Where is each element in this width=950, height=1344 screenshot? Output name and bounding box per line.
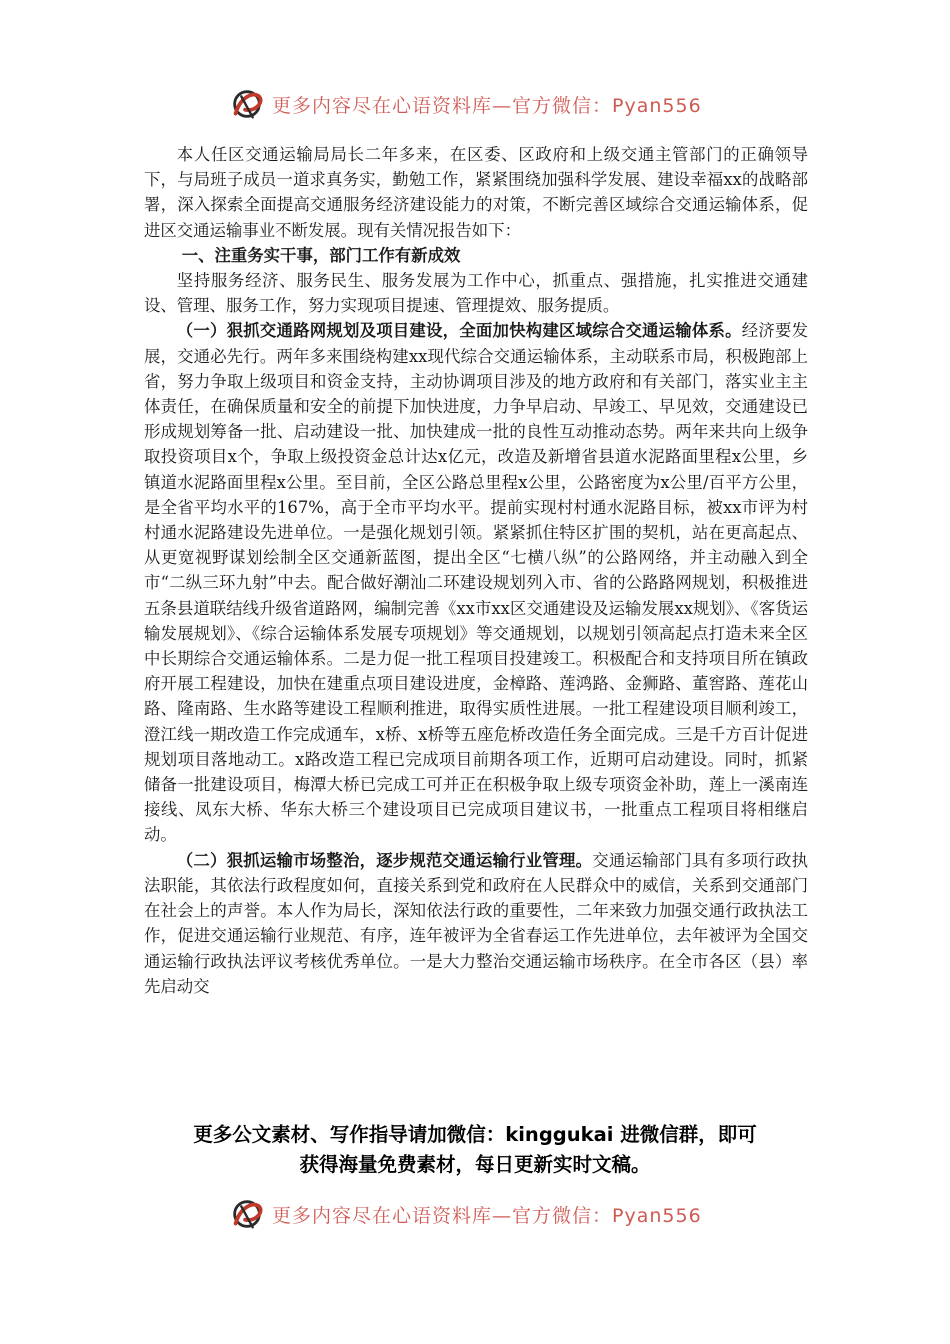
header-wechat-id: Pyan556 [612,94,702,117]
subsection2-body: 交通运输部门具有多项行政执法职能，其依法行政程度如何，直接关系到党和政府在人民群众中的威信，关系到交通部门在社会上的声誉。本人作为局长，深知依法行政的重要性，二年来致力加强交通行政执法工作，促进交通运输行业规范、有序，连年被评为全省春运工作先进单位，去年被评为全国交通运输行政执法评议考核优秀单位。一是大力整治交通运输市场秩序。在全市各区（县）率先启动交 [144,850,809,996]
header-banner-text: 更多内容尽在心语资料库—官方微信：Pyan556 [272,94,702,117]
document-body [144,142,808,999]
subsection2-paragraph [144,848,808,999]
section1-heading: 一、注重务实干事，部门工作有新成效 [181,245,461,265]
intro-paragraph: 本人任区交通运输局局长二年多来，在区委、区政府和上级交通主管部门的正确领导下，与局班子成员一道求真务实，勤勉工作，紧紧围绕加强科学发展、建设幸福xx的战略部署，深入探索全面提高交通服务经济建设能力的对策，不断完善区域综合交通运输体系，促进区交通运输事业不断发展。现有关情况报告如下： [144,145,808,240]
footer-banner [228,1194,702,1234]
ink-brush-swirl-logo-icon [228,1195,266,1233]
subsection2-title: （二）狠抓运输市场整治，逐步规范交通运输行业管理。 [176,850,593,870]
ink-brush-swirl-logo-icon [228,85,266,123]
footer-banner-text: 更多内容尽在心语资料库—官方微信：Pyan556 [272,1204,702,1227]
promo-line-2: 获得海量免费素材，每日更新实时文稿。 [299,1153,651,1176]
footer-wechat-id: Pyan556 [612,1204,702,1227]
promo-line-1: 更多公文素材、写作指导请加微信：kinggukai 进微信群，即可 [193,1123,757,1146]
promo-notice [120,1120,830,1180]
section1-paragraph: 坚持服务经济、服务民生、服务发展为工作中心，抓重点、强措施，扎实推进交通建设、管理、服务工作，努力实现项目提速、管理提效、服务提质。 [144,271,808,316]
subsection1-body: 经济要发展，交通必先行。两年多来围绕构建xx现代综合交通运输体系，主动联系市局，积极跑部上省，努力争取上级项目和资金支持，主动协调项目涉及的地方政府和有关部门，落实业主主体责任，在确保质量和安全的前提下加快进度，力争早启动、早竣工、早见效，交通建设已形成规划筹备一批、启动建设一批、加快建成一批的良性互动推动态势。两年来共向上级争取投资项目x个，争取上级投资金总计达x亿元，改造及新增省县道水泥路面里程x公里，乡镇道水泥路面里程x公里。至目前，全区公路总里程x公里，公路密度为x公里/百平方公里，是全省平均水平的167%，高于全市平均水平。提前实现村村通水泥路目标，被xx市评为村村通水泥路建设先进单位。一是强化规划引领。紧紧抓住特区扩围的契机，站在更高起点、从更宽视野谋划绘制全区交通新蓝图，提出全区“七横八纵”的公路网络，并主动融入到全市“二纵三环九射”中去。配合做好潮汕二环建设规划列入市、省的公路路网规划，积极推进五条县道联结线升级省道路网，编制完善《xx市xx区交通建设及运输发展xx规划》、《客货运输发展规划》、《综合运输体系发展专项规划》等交通规划，以规划引领高起点打造未来全区中长期综合交通运输体系。二是力促一批工程项目投建竣工。积极配合和支持项目所在镇政府开展工程建设，加快在建重点项目建设进度，金樟路、莲鸿路、金狮路、董窖路、莲花山路、隆南路、生水路等建设工程顺利推进，取得实质性进展。一批工程建设项目顺利竣工，澄江线一期改造工作完成通车，x桥、x桥等五座危桥改造任务全面完成。三是千方百计促进规划项目落地动工。x路改造工程已完成项目前期各项工作，近期可启动建设。同时，抓紧储备一批建设项目，梅潭大桥已完成工可并正在积极争取上级专项资金补助，莲上一溪南连接线、凤东大桥、华东大桥三个建设项目已完成项目建议书，一批重点工程项目将相继启动。 [144,321,809,845]
subsection1-title: （一）狠抓交通路网规划及项目建设，全面加快构建区域综合交通运输体系。 [176,321,742,341]
subsection1-paragraph [144,318,808,847]
header-banner [228,84,702,124]
